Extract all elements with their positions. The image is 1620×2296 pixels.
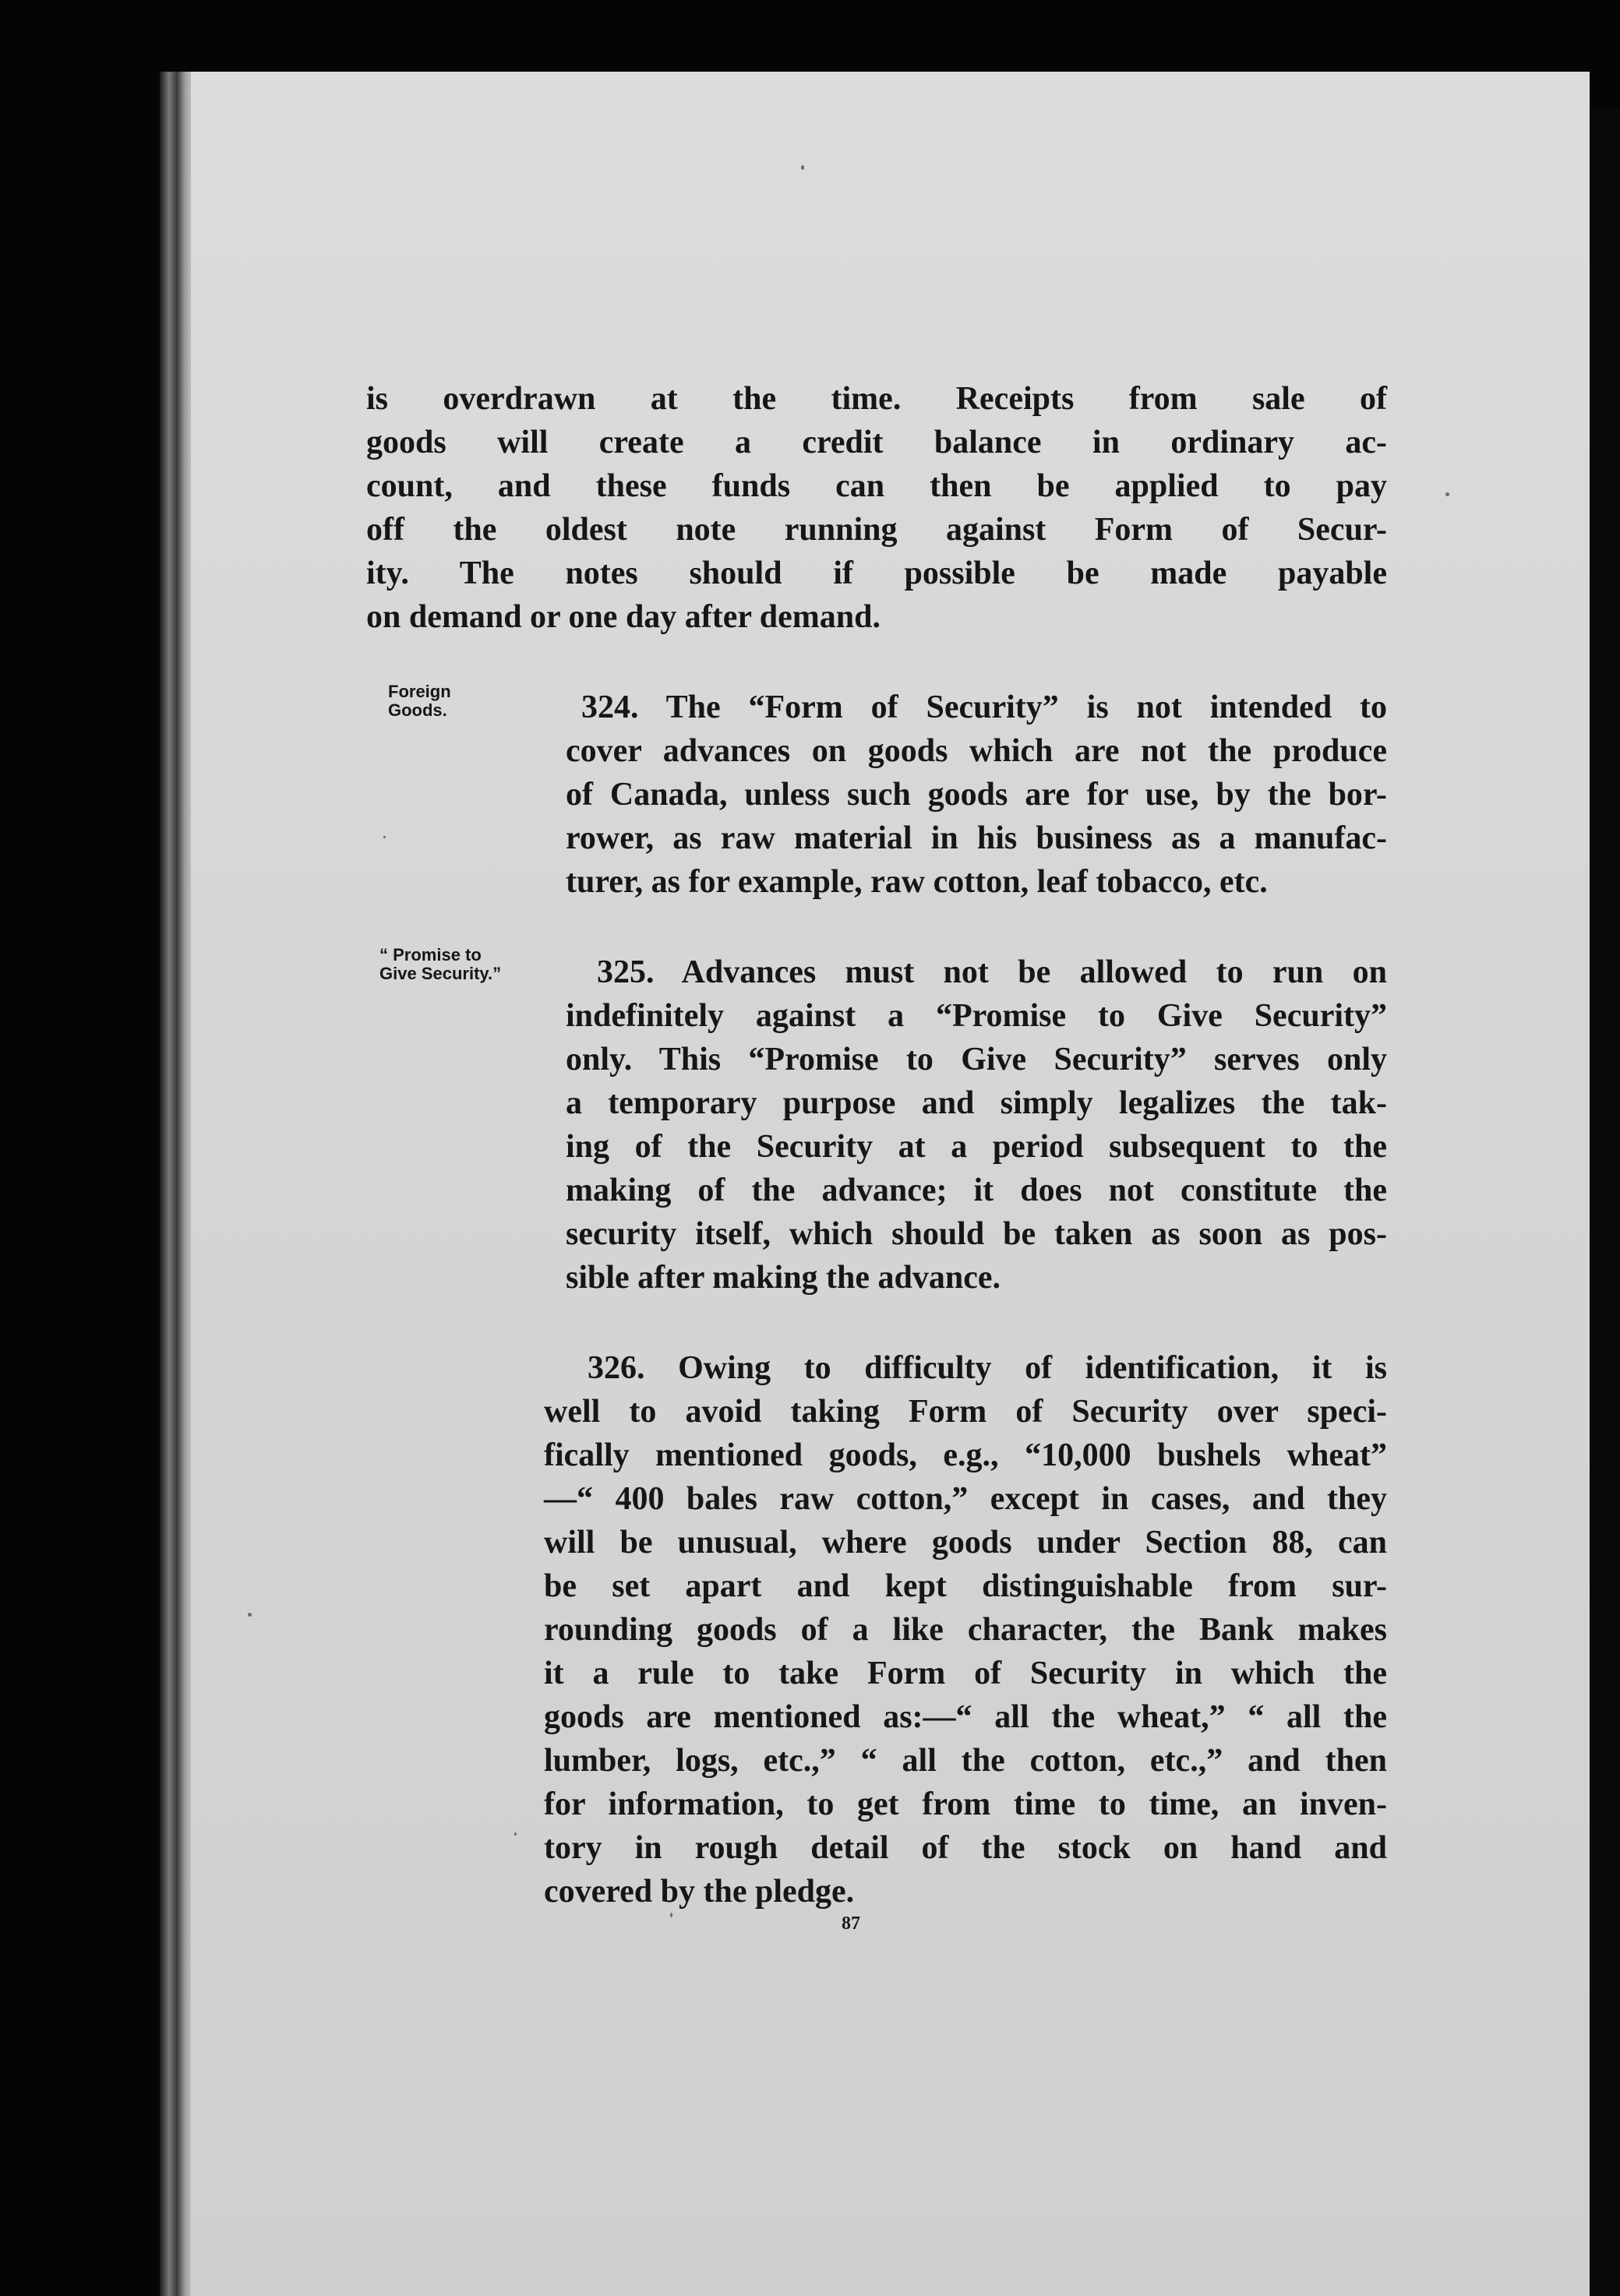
text-line: count, and these funds can then be applied to pay (366, 468, 1387, 504)
scan-speck (383, 836, 386, 838)
text-line: ing of the Security at a period subsequent to the (566, 1129, 1387, 1165)
text-line: a temporary purpose and simply legalizes the tak- (566, 1085, 1387, 1121)
text-line: ity. The notes should if possible be made payable (366, 555, 1387, 591)
scan-speck (801, 165, 804, 170)
text-line: rower, as raw material in his business as a manufac- (566, 820, 1387, 856)
text-line: rounding goods of a like character, the Bank makes (544, 1612, 1387, 1648)
text-line: only. This “Promise to Give Security” serves only (566, 1042, 1387, 1077)
text-line: 326. Owing to difficulty of identification, it is (588, 1350, 1387, 1386)
scan-speck (514, 1832, 517, 1836)
text-line: on demand or one day after demand. (366, 599, 881, 635)
section-326-paragraph (544, 1346, 1387, 1913)
section-324-paragraph (366, 686, 1387, 904)
text-line: off the oldest note running against Form of Secur- (366, 512, 1387, 548)
text-line: covered by the pledge. (544, 1874, 855, 1910)
text-line: for information, to get from time to time, an inven- (544, 1786, 1387, 1822)
scan-speck (248, 1613, 252, 1617)
text-line: lumber, logs, etc.,” “ all the cotton, etc.,” and then (544, 1743, 1387, 1779)
text-line: 325. Advances must not be allowed to run on (597, 954, 1387, 990)
text-line: —“ 400 bales raw cotton,” except in cases, and they (544, 1481, 1387, 1517)
text-line: cover advances on goods which are not the produce (566, 733, 1387, 769)
margin-note-foreign-goods: Foreign Goods. (388, 682, 451, 720)
text-line: security itself, which should be taken as soon as pos- (566, 1216, 1387, 1252)
text-line: fically mentioned goods, e.g., “10,000 bushels wheat” (544, 1437, 1387, 1473)
text-line: indefinitely against a “Promise to Give Security” (566, 998, 1387, 1034)
scan-speck (1445, 492, 1449, 496)
continuation-paragraph (366, 377, 1387, 639)
page-right-shadow (1590, 109, 1620, 2296)
section-325-paragraph (366, 950, 1387, 1300)
text-line: tory in rough detail of the stock on hand and (544, 1830, 1387, 1866)
text-line: it a rule to take Form of Security in which the (544, 1656, 1387, 1691)
page-number: 87 (842, 1913, 860, 1934)
text-line: goods are mentioned as:—“ all the wheat,” “ all the (544, 1699, 1387, 1735)
text-line: be set apart and kept distinguishable from sur- (544, 1568, 1387, 1604)
text-line: well to avoid taking Form of Security over speci- (544, 1394, 1387, 1430)
scan-speck (670, 1913, 672, 1917)
text-line: making of the advance; it does not constitute the (566, 1173, 1387, 1208)
page-binding-edge (160, 72, 191, 2296)
text-line: sible after making the advance. (566, 1260, 1001, 1296)
margin-note-promise-to-give-security: “ Promise to Give Security.” (379, 945, 502, 983)
text-line: is overdrawn at the time. Receipts from sale of (366, 381, 1387, 417)
text-line: turer, as for example, raw cotton, leaf tobacco, etc. (566, 864, 1268, 900)
text-line: will be unusual, where goods under Section 88, can (544, 1525, 1387, 1561)
text-line: of Canada, unless such goods are for use, by the bor- (566, 777, 1387, 813)
text-line: goods will create a credit balance in ordinary ac- (366, 425, 1387, 460)
text-line: 324. The “Form of Security” is not intended to (581, 690, 1387, 725)
